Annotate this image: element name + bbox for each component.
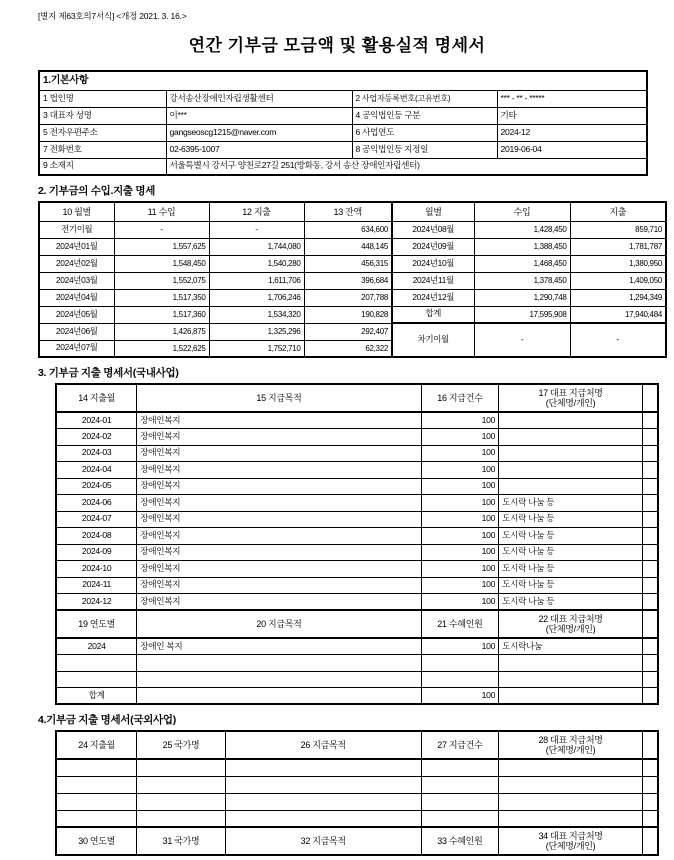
header-overseas-yearly-purpose: 32 지급목적	[225, 827, 421, 855]
cell-expense-right: 1,294,349	[570, 289, 666, 306]
cell-spacer	[642, 462, 658, 479]
value-business-number: *** - ** - *****	[497, 90, 647, 107]
header-income-left: 11 수입	[114, 202, 209, 221]
cell-month: 2024-02	[56, 429, 137, 446]
cell-spacer	[642, 528, 658, 545]
cell-expense: 1,706,246	[209, 289, 304, 306]
cell-overseas-count	[421, 810, 498, 827]
cell-overseas-month	[56, 793, 137, 810]
cell-overseas-month	[56, 776, 137, 793]
value-representative-name: 이***	[166, 107, 352, 124]
cell-month-left: 2024년01월	[39, 238, 114, 255]
cell-expense-right: 1,781,787	[570, 238, 666, 255]
label-business-number: 2 사업자등록번호(고유번호)	[352, 90, 497, 107]
cell-beneficiary-count	[421, 655, 498, 672]
header-overseas-payee-line2: (단체명/개인)	[545, 745, 596, 755]
cell-country	[137, 776, 226, 793]
table-row	[39, 323, 666, 340]
table-row	[56, 655, 658, 672]
cell-payee	[499, 412, 643, 429]
table-row	[39, 90, 647, 107]
header-yearly-payee-line2: (단체명/개인)	[545, 624, 596, 634]
table-row	[56, 577, 658, 594]
header-payment-purpose: 15 지급목적	[137, 384, 421, 412]
value-phone: 02-6395-1007	[166, 141, 352, 158]
cell-payee: 도시락 나눔 등	[499, 528, 643, 545]
cell-income: 1,557,625	[114, 238, 209, 255]
table-row	[39, 124, 647, 141]
value-corporation-name: 강서송산장애인자립생활센터	[166, 90, 352, 107]
section1-heading: 1.기본사항	[39, 71, 647, 90]
cell-purpose: 장애인복지	[137, 445, 421, 462]
cell-overseas-payee	[499, 759, 643, 776]
table-row	[56, 776, 658, 793]
cell-spacer	[642, 561, 658, 578]
cell-month: 2024-07	[56, 511, 137, 528]
cell-overseas-count	[421, 759, 498, 776]
header-overseas-beneficiary-count: 33 수혜인원	[421, 827, 498, 855]
cell-spacer	[642, 495, 658, 512]
cell-count: 100	[421, 445, 498, 462]
cell-month-left: 2024년03월	[39, 272, 114, 289]
label-fiscal-year: 6 사업연도	[352, 124, 497, 141]
table-row	[39, 71, 647, 90]
cell-spacer	[642, 478, 658, 495]
cell-spacer	[642, 577, 658, 594]
section2-heading: 2. 기부금의 수입.지출 명세	[38, 185, 156, 197]
table-row	[56, 429, 658, 446]
cell-expense: -	[209, 221, 304, 238]
cell-balance: 190,828	[304, 306, 392, 323]
cell-month-right: 2024년10월	[392, 255, 474, 272]
cell-month: 2024-01	[56, 412, 137, 429]
cell-month-left: 2024년02월	[39, 255, 114, 272]
value-email: gangseoscg1215@naver.com	[166, 124, 352, 141]
header-spacer	[642, 827, 658, 855]
table-row	[56, 445, 658, 462]
overseas-expenditure-table	[55, 730, 659, 856]
cell-overseas-month	[56, 810, 137, 827]
cell-yearly-purpose	[137, 655, 421, 672]
cell-spacer	[642, 671, 658, 688]
cell-count: 100	[421, 478, 498, 495]
cell-spacer	[642, 429, 658, 446]
cell-month-left: 2024년07월	[39, 340, 114, 357]
row-label-carryforward: 전기이월	[39, 221, 114, 238]
table-row	[39, 221, 666, 238]
cell-beneficiary-count: 100	[421, 638, 498, 655]
cell-total-expense: 17,940,484	[570, 306, 666, 323]
cell-purpose: 장애인복지	[137, 462, 421, 479]
label-designation-date: 8 공익법인등 지정일	[352, 141, 497, 158]
cell-purpose: 장애인복지	[137, 594, 421, 611]
label-corporation-name: 1 법인명	[39, 90, 166, 107]
cell-count: 100	[421, 544, 498, 561]
cell-income: 1,517,350	[114, 289, 209, 306]
cell-balance: 62,322	[304, 340, 392, 357]
cell-count: 100	[421, 561, 498, 578]
cell-spacer	[642, 759, 658, 776]
header-income-right: 수입	[474, 202, 570, 221]
form-code-label: [별지 제63호의7서식] <개정 2021. 3. 16.>	[38, 11, 187, 21]
cell-income-right: 1,378,450	[474, 272, 570, 289]
cell-count: 100	[421, 577, 498, 594]
cell-month: 2024-03	[56, 445, 137, 462]
cell-month: 2024-11	[56, 577, 137, 594]
cell-month: 2024-10	[56, 561, 137, 578]
cell-purpose: 장애인복지	[137, 429, 421, 446]
row-label-next-carryforward: 차기이월	[392, 323, 474, 357]
cell-spacer	[642, 688, 658, 705]
table-row	[56, 671, 658, 688]
cell-year: 2024	[56, 638, 137, 655]
cell-month-right: 2024년12월	[392, 289, 474, 306]
cell-income: 1,552,075	[114, 272, 209, 289]
table-row	[39, 107, 647, 124]
cell-year	[56, 671, 137, 688]
cell-spacer	[642, 544, 658, 561]
cell-spacer	[642, 445, 658, 462]
cell-income: 1,522,625	[114, 340, 209, 357]
header-spacer	[642, 610, 658, 638]
header-month-left: 10 월별	[39, 202, 114, 221]
header-balance: 13 잔액	[304, 202, 392, 221]
cell-expense: 1,540,280	[209, 255, 304, 272]
document-title: 연간 기부금 모금액 및 활용실적 명세서	[188, 36, 486, 55]
header-yearly-payee-line1: 22 대표 지급처명	[538, 613, 603, 624]
cell-balance: 456,315	[304, 255, 392, 272]
cell-balance: 448,145	[304, 238, 392, 255]
table-row	[39, 255, 666, 272]
cell-overseas-purpose	[225, 759, 421, 776]
header-expense-right: 지출	[570, 202, 666, 221]
table-row	[56, 511, 658, 528]
table-row	[56, 544, 658, 561]
cell-expense: 1,534,320	[209, 306, 304, 323]
cell-payee	[499, 445, 643, 462]
header-overseas-yearly-payee	[499, 827, 643, 855]
cell-payee: 도시락 나눔 등	[499, 577, 643, 594]
cell-month-right: 2024년08월	[392, 221, 474, 238]
cell-spacer	[642, 810, 658, 827]
cell-overseas-month	[56, 759, 137, 776]
cell-payee: 도시락 나눔 등	[499, 511, 643, 528]
cell-expense: 1,325,296	[209, 323, 304, 340]
cell-payee: 도시락 나눔 등	[499, 561, 643, 578]
cell-yearly-payee	[499, 671, 643, 688]
cell-purpose: 장애인복지	[137, 544, 421, 561]
cell-income-right: 1,428,450	[474, 221, 570, 238]
table-row	[39, 238, 666, 255]
header-overseas-payee-line1: 28 대표 지급처명	[538, 734, 603, 745]
cell-count: 100	[421, 412, 498, 429]
cell-overseas-payee	[499, 810, 643, 827]
cell-next-income: -	[474, 323, 570, 357]
cell-balance: 396,684	[304, 272, 392, 289]
cell-month: 2024-08	[56, 528, 137, 545]
cell-overseas-count	[421, 776, 498, 793]
cell-expense: 1,744,080	[209, 238, 304, 255]
cell-payee: 도시락 나눔 등	[499, 594, 643, 611]
label-section3-total: 합계	[56, 688, 137, 705]
cell-overseas-purpose	[225, 793, 421, 810]
cell-month: 2024-09	[56, 544, 137, 561]
cell-country	[137, 759, 226, 776]
table-row	[39, 272, 666, 289]
cell-income: 1,517,360	[114, 306, 209, 323]
cell-year	[56, 655, 137, 672]
cell-count: 100	[421, 495, 498, 512]
cell-expense: 1,752,710	[209, 340, 304, 357]
table-row	[39, 158, 647, 175]
header-representative-payee	[499, 384, 643, 412]
table-row	[39, 141, 647, 158]
header-expense-month: 14 지출월	[56, 384, 137, 412]
cell-spacer	[642, 793, 658, 810]
table-row	[56, 759, 658, 776]
cell-total-income: 17,595,908	[474, 306, 570, 323]
cell-month-left: 2024년04월	[39, 289, 114, 306]
cell-income-right: 1,290,748	[474, 289, 570, 306]
table-row	[56, 528, 658, 545]
cell-overseas-purpose	[225, 776, 421, 793]
label-address: 9 소재지	[39, 158, 166, 175]
cell-spacer	[642, 655, 658, 672]
cell-count: 100	[421, 594, 498, 611]
header-overseas-yearly-payee-line2: (단체명/개인)	[545, 841, 596, 851]
section4-heading: 4.기부금 지출 명세서(국외사업)	[38, 714, 176, 726]
cell-country	[137, 810, 226, 827]
table-row	[56, 495, 658, 512]
cell-income-right: 1,388,450	[474, 238, 570, 255]
cell-month-left: 2024년05월	[39, 306, 114, 323]
cell-spacer	[642, 594, 658, 611]
header-overseas-purpose: 26 지급목적	[225, 731, 421, 759]
value-entity-type: 기타	[497, 107, 647, 124]
table-header-row	[56, 610, 658, 638]
header-spacer	[642, 384, 658, 412]
basic-info-table	[38, 70, 648, 176]
cell-count: 100	[421, 528, 498, 545]
cell-overseas-count	[421, 793, 498, 810]
cell-total-count: 100	[421, 688, 498, 705]
cell-month: 2024-06	[56, 495, 137, 512]
label-phone: 7 전화번호	[39, 141, 166, 158]
section3-heading: 3. 기부금 지출 명세서(국내사업)	[38, 367, 179, 379]
header-yearly-label: 19 연도별	[56, 610, 137, 638]
header-beneficiary-count: 21 수혜인원	[421, 610, 498, 638]
income-expense-table	[38, 201, 667, 358]
label-email: 5 전자우편주소	[39, 124, 166, 141]
cell-month: 2024-04	[56, 462, 137, 479]
cell-month: 2024-05	[56, 478, 137, 495]
cell-payee	[499, 478, 643, 495]
cell-balance: 207,788	[304, 289, 392, 306]
table-row	[56, 793, 658, 810]
header-yearly-purpose: 20 지급목적	[137, 610, 421, 638]
cell-yearly-purpose	[137, 671, 421, 688]
header-overseas-month: 24 지출월	[56, 731, 137, 759]
header-yearly-payee	[499, 610, 643, 638]
cell-income: -	[114, 221, 209, 238]
cell-expense: 1,611,706	[209, 272, 304, 289]
cell-count: 100	[421, 511, 498, 528]
cell-count: 100	[421, 429, 498, 446]
header-overseas-yearly: 30 연도별	[56, 827, 137, 855]
table-row	[56, 561, 658, 578]
cell-spacer	[642, 638, 658, 655]
table-header-row	[56, 731, 658, 759]
header-spacer	[642, 731, 658, 759]
table-row	[56, 638, 658, 655]
value-fiscal-year: 2024-12	[497, 124, 647, 141]
cell-income-right: 1,468,450	[474, 255, 570, 272]
table-row	[39, 306, 666, 323]
cell-expense-right: 859,710	[570, 221, 666, 238]
header-payee-line1: 17 대표 지급처명	[538, 387, 603, 398]
cell-purpose: 장애인복지	[137, 561, 421, 578]
cell-overseas-payee	[499, 793, 643, 810]
label-entity-type: 4 공익법인등 구분	[352, 107, 497, 124]
cell-spacer	[642, 511, 658, 528]
cell-month-right: 2024년09월	[392, 238, 474, 255]
cell-yearly-payee	[499, 655, 643, 672]
table-row	[39, 289, 666, 306]
header-overseas-payee	[499, 731, 643, 759]
cell-country	[137, 793, 226, 810]
value-designation-date: 2019-06-04	[497, 141, 647, 158]
cell-beneficiary-count	[421, 671, 498, 688]
label-representative-name: 3 대표자 성명	[39, 107, 166, 124]
cell-total-payee	[499, 688, 643, 705]
cell-payee: 도시락 나눔 등	[499, 495, 643, 512]
header-country-name: 25 국가명	[137, 731, 226, 759]
table-row	[56, 412, 658, 429]
cell-purpose: 장애인복지	[137, 528, 421, 545]
cell-payee: 도시락 나눔 등	[499, 544, 643, 561]
table-row	[56, 462, 658, 479]
header-overseas-count: 27 지급건수	[421, 731, 498, 759]
cell-total-purpose	[137, 688, 421, 705]
cell-month-right: 2024년11월	[392, 272, 474, 289]
cell-purpose: 장애인복지	[137, 478, 421, 495]
table-header-row	[39, 202, 666, 221]
cell-purpose: 장애인복지	[137, 495, 421, 512]
cell-expense-right: 1,409,050	[570, 272, 666, 289]
cell-overseas-purpose	[225, 810, 421, 827]
cell-payee	[499, 429, 643, 446]
table-row	[56, 594, 658, 611]
cell-purpose: 장애인복지	[137, 577, 421, 594]
row-label-total: 합계	[392, 306, 474, 323]
table-row	[56, 810, 658, 827]
cell-yearly-purpose: 장애인 복지	[137, 638, 421, 655]
cell-month: 2024-12	[56, 594, 137, 611]
cell-spacer	[642, 776, 658, 793]
cell-purpose: 장애인복지	[137, 412, 421, 429]
cell-expense-right: 1,380,950	[570, 255, 666, 272]
cell-yearly-payee: 도시락나눔	[499, 638, 643, 655]
header-payment-count: 16 지급건수	[421, 384, 498, 412]
cell-purpose: 장애인복지	[137, 511, 421, 528]
cell-overseas-payee	[499, 776, 643, 793]
header-expense-left: 12 지출	[209, 202, 304, 221]
table-row	[56, 688, 658, 705]
cell-balance: 634,600	[304, 221, 392, 238]
cell-spacer	[642, 412, 658, 429]
cell-income: 1,426,875	[114, 323, 209, 340]
cell-count: 100	[421, 462, 498, 479]
cell-income: 1,548,450	[114, 255, 209, 272]
cell-payee	[499, 462, 643, 479]
table-header-row	[56, 384, 658, 412]
cell-month-left: 2024년06월	[39, 323, 114, 340]
header-month-right: 월별	[392, 202, 474, 221]
header-payee-line2: (단체명/개인)	[545, 398, 596, 408]
header-overseas-yearly-payee-line1: 34 대표 지급처명	[538, 830, 603, 841]
table-header-row	[56, 827, 658, 855]
table-row	[56, 478, 658, 495]
cell-next-expense: -	[570, 323, 666, 357]
domestic-expenditure-table	[55, 383, 659, 705]
cell-balance: 292,407	[304, 323, 392, 340]
header-overseas-yearly-country: 31 국가명	[137, 827, 226, 855]
value-address: 서울특별시 강서구 양천로27길 251(방화동, 강서 송산 장애인자립센터)	[166, 158, 647, 175]
